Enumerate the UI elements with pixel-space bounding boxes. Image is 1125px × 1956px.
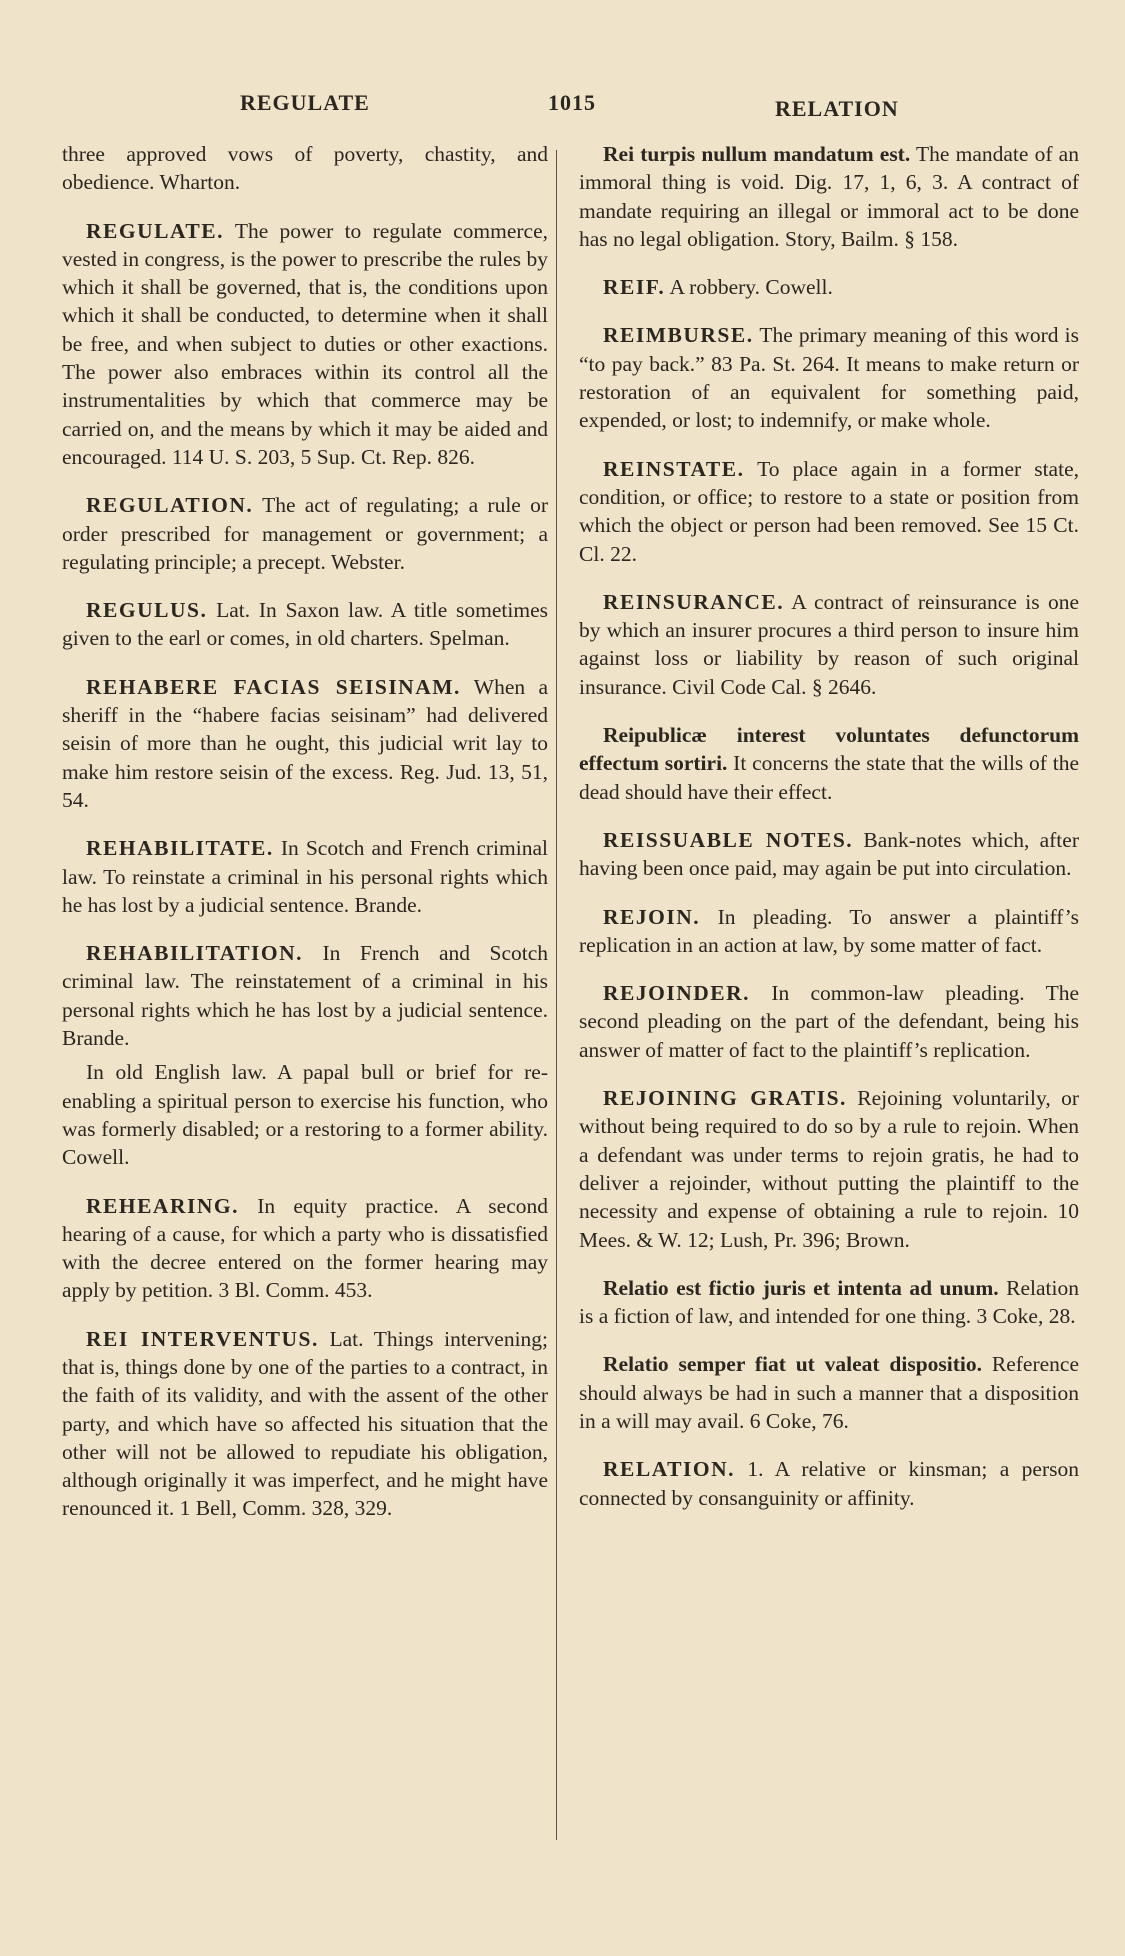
entry: Relatio semper fiat ut valeat dispositio. Reference should always be had in such a manner that a disposition in a will may avail. 6 Coke, 76. [579, 1352, 1079, 1433]
entry: REGULATION. The act of regulating; a rule or order prescribed for management or government; a regulating principle; a precept. Webster. [62, 493, 548, 574]
entry: Reipublicæ interest voluntates defunctorum effectum sortiri. It concerns the state that the wills of the dead should have their effect. [579, 723, 1079, 804]
entry: REIMBURSE. The primary meaning of this word is “to pay back.” 83 Pa. St. 264. It means to make return or restoration of an equivalent for something paid, expended, or lost; to indemnify, or make whole. [579, 323, 1079, 433]
entry: REHABILITATION. In French and Scotch criminal law. The reinstatement of a criminal in his personal rights which he has lost by a judicial sentence. Brande. [62, 941, 548, 1051]
entry: RELATION. 1. A relative or kinsman; a person connected by consanguinity or affinity. [579, 1457, 1079, 1510]
header-right-word: RELATION [775, 96, 899, 121]
entry: REIF. A robbery. Cowell. [603, 275, 833, 300]
page-number: 1015 [548, 90, 596, 115]
column-divider [556, 150, 557, 1840]
entry: REJOINING GRATIS. Rejoining voluntarily, or without being required to do so by a rule to rejoin. When a defendant was under terms to rejoin gratis, he had to deliver a rejoinder, without putting the plaintiff to the necessity and expense of obtaining a rule to rejoin. 10 Mees. & W. 12; Lush, Pr. 396; Brown. [579, 1086, 1079, 1252]
header-left-word: REGULATE [240, 90, 370, 115]
right-column [579, 140, 1079, 1532]
entry: REJOIN. In pleading. To answer a plaintiff’s replication in an action at law, by some matter of fact. [579, 904, 1079, 957]
entry: Rei turpis nullum mandatum est. The mandate of an immoral thing is void. Dig. 17, 1, 6, 3. A contract of mandate requiring an illegal or immoral act to be done has no legal obligation. Story, Bailm. § 158. [579, 142, 1079, 251]
entry: REISSUABLE NOTES. Bank-notes which, after having been once paid, may again be put into circulation. [579, 827, 1079, 881]
entry: REI INTERVENTUS. Lat. Things intervening; that is, things done by one of the parties to a contract, in the faith of its validity, and with the assent of the other party, and which have so affected his situation that the other will not be allowed to repudiate his obligation, although originally it was imperfect, and he might have renounced it. 1 Bell, Comm. 328, 329. [62, 1326, 549, 1521]
entry: three approved vows of poverty, chastity, and obedience. Wharton. [62, 142, 548, 195]
entry: REINSTATE. To place again in a former state, condition, or office; to restore to a state or position from which the object or person had been removed. See 15 Ct. Cl. 22. [579, 456, 1079, 566]
entry: REHABERE FACIAS SEISINAM. When a sheriff in the “habere facias seisinam” had delivered seisin of more than he ought, this judicial writ lay to make him restore seisin of the excess. Reg. Jud. 13, 51, 54. [62, 674, 548, 812]
left-column [62, 140, 548, 1543]
entry: REJOINDER. In common-law pleading. The second pleading on the part of the defendant, being his answer of matter of fact to the plaintiff’s replication. [579, 981, 1079, 1062]
entry: In old English law. A papal bull or brief for re-enabling a spiritual person to exercise his function, who was formerly disabled; or a restoring to a former ability. Cowell. [62, 1060, 548, 1170]
entry: REHABILITATE. In Scotch and French criminal law. To reinstate a criminal in his personal rights which he has lost by a judicial sentence. Brande. [62, 836, 548, 917]
entry: REINSURANCE. A contract of reinsurance is one by which an insurer procures a third person to insure him against loss or liability by reason of such original insurance. Civil Code Cal. § 2646. [579, 589, 1079, 699]
entry: REGULATE. The power to regulate commerce, vested in congress, is the power to prescribe the rules by which it shall be governed, that is, the conditions upon which it shall be conducted, to determine when it shall be free, and when subject to duties or other exactions. The power also embraces within its control all the instrumentalities by which that commerce may be carried on, and the means by which it may be aided and encouraged. 114 U. S. 203, 5 Sup. Ct. Rep. 826. [62, 218, 548, 469]
entry: REHEARING. In equity practice. A second hearing of a cause, for which a party who is dissatisfied with the decree entered on the former hearing may apply by petition. 3 Bl. Comm. 453. [62, 1193, 548, 1303]
entry: REGULUS. Lat. In Saxon law. A title sometimes given to the earl or comes, in old charters. Spelman. [62, 598, 548, 651]
entry: Relatio est fictio juris et intenta ad unum. Relation is a fiction of law, and intended for one thing. 3 Coke, 28. [579, 1275, 1079, 1329]
